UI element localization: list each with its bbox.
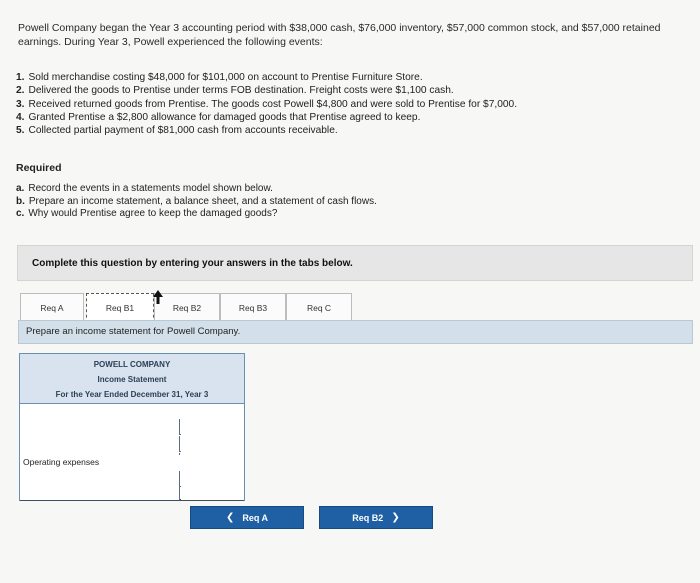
required-heading: Required (16, 162, 62, 174)
event-text: Sold merchandise costing $48,000 for $101,000 on account to Prentise Furniture Store. (28, 72, 423, 83)
required-item (16, 196, 616, 209)
event-number: 1. (16, 72, 25, 83)
chevron-right-icon: ❯ (391, 512, 400, 523)
event-text: Delivered the goods to Prentise under terms FOB destination. Freight costs were $1,100 cash. (28, 85, 454, 97)
tab-req-b2[interactable]: Req B2 (154, 293, 220, 323)
tab-req-b3[interactable]: Req B3 (220, 293, 286, 323)
banner-text: Complete this question by entering your answers in the tabs below. (32, 258, 353, 269)
required-text: Record the events in a statements model shown below. (28, 183, 273, 194)
prompt-bar (18, 320, 693, 344)
event-text: Received returned goods from Prentise. The goods cost Powell $4,800 and were sold to Prentise for $7,000. (28, 98, 518, 110)
amount-input[interactable] (181, 484, 244, 500)
table-row (20, 484, 244, 501)
tab-req-a[interactable]: Req A (20, 293, 84, 323)
event-item (16, 124, 676, 137)
event-number: 3. (16, 98, 25, 110)
next-req-button[interactable] (319, 506, 433, 529)
event-item (16, 98, 676, 111)
required-text: Why would Prentise agree to keep the damaged goods? (28, 208, 278, 219)
prompt-text: Prepare an income statement for Powell Company. (26, 326, 241, 337)
statement-period: For the Year Ended December 31, Year 3 (55, 390, 209, 399)
tab-bar (20, 293, 380, 323)
operating-expenses-row (20, 455, 244, 471)
required-letter: b. (16, 195, 25, 207)
problem-intro: Powell Company began the Year 3 accounting period with $38,000 cash, $76,000 inventory, $57,000 common stock, and $57,000 retained earnings. During Year 3, Powell experienced the following events: (18, 22, 661, 48)
instructions-banner (17, 245, 693, 281)
event-number: 2. (16, 85, 25, 97)
required-item (16, 183, 616, 196)
required-letter: c. (16, 208, 25, 219)
event-number: 5. (16, 125, 25, 137)
amount-input[interactable] (181, 436, 244, 452)
tab-req-c[interactable]: Req C (286, 293, 352, 323)
amount-input[interactable] (181, 419, 244, 435)
event-text: Granted Prentise a $2,800 allowance for damaged goods that Prentise agreed to keep. (28, 111, 421, 123)
prev-req-label: Req A (242, 512, 269, 523)
event-item (16, 111, 676, 124)
operating-expenses-label: Operating expenses (23, 457, 100, 467)
required-list (16, 183, 616, 221)
chevron-left-icon: ❮ (225, 512, 235, 523)
statement-header (20, 354, 244, 404)
table-row (20, 436, 244, 452)
event-item (16, 84, 676, 97)
required-item (16, 208, 616, 221)
event-text: Collected partial payment of $81,000 cash from accounts receivable. (28, 125, 338, 137)
required-letter: a. (16, 183, 25, 194)
table-row (20, 419, 244, 435)
events-list (16, 71, 676, 137)
next-req-label: Req B2 (352, 512, 384, 523)
tab-req-b1[interactable]: Req B1 (86, 293, 154, 323)
account-input[interactable] (20, 436, 180, 452)
required-text: Prepare an income statement, a balance sheet, and a statement of cash flows. (28, 195, 377, 207)
account-input[interactable] (20, 484, 180, 500)
event-item (16, 71, 676, 84)
table-spacer (20, 405, 244, 419)
statement-title: Income Statement (97, 375, 167, 384)
event-number: 4. (16, 111, 25, 123)
account-input[interactable] (20, 419, 180, 435)
company-name: POWELL COMPANY (93, 360, 171, 369)
income-statement-table (19, 353, 245, 501)
mouse-cursor-icon (153, 290, 163, 304)
prev-req-button[interactable] (190, 506, 304, 529)
